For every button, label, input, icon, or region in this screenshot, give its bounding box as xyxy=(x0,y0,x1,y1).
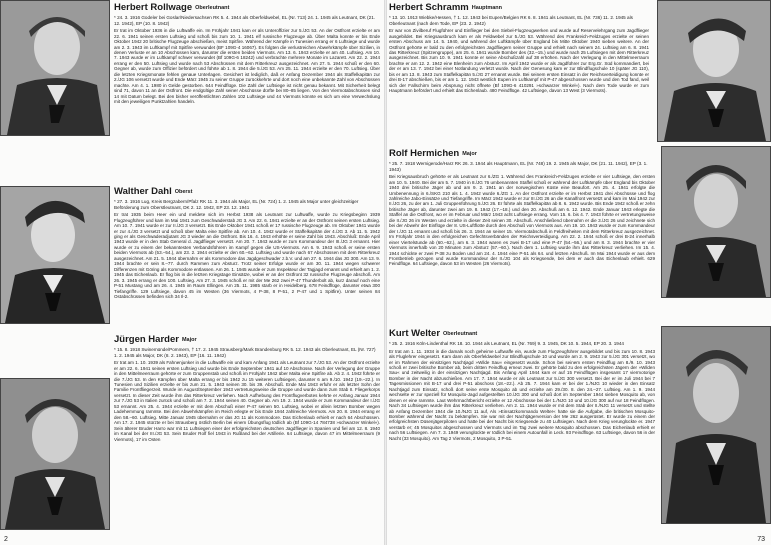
entry-harder xyxy=(114,332,380,536)
portrait-photo-hermichen xyxy=(661,146,771,298)
entry-meta: * 15. 8. 1918 Swinemünde/Pommern, † 17. 2. 1945 Strausberg/Mark Brandenburg RK 5. 12. 1943 als Oberleutnant, EL (Nr. 727) 1. 2. 1945 als Major, DK (8. 2. 1943), EP (16. 11. 1942) xyxy=(114,347,376,358)
entry-body: Er trat am 1. 10. 1939 als Fahnenjunker in die Luftwaffe ein und kam Anfang 1941 als Leutnant zur 7./JG 53. An der Ostfront erzielte er am 22. 6. 1941 seinen ersten Luftsieg und wurde bis Ende September 1941 auf 10 Abschüsse. Nach der Verlegung der Gruppe in den Mittelmeerraum gehörte er zum Gruppenstab und schoß im Frühjahr 1942 über Malta eine Spitfire ab. Ab 2. 4. 1942 führte er die 7./JG 53. In den Kämpfen über Malta errang er bis 1942 zu 15 weiteren Luftsiegen, darunter 6 am 9./10. 1942 (19.–22.). In Tunesien und Sizilien erzielte er bis zum 21. 5. 1943 seinen 30. bis 39. Abschuß. Ende Mai 1943 erfuhr er als letzter Sohn der Familie Frontfliegerzeit. Wurde im August/September 1943 vertretungsweise die Gruppe und wurde dann zum Stab II. Fliegerkorps versetzt. In dieser Zeit wurde ihm das Ritterkreuz verliehen. Nach Aufhebung des Frontflugverbotes kehrte er Anfang Januar 1944 zur 7./JG 53 in Italien zurück und schoß am 7. 2. 1944 seinen 40. Gegner ab. Am 19. 2. 1944 wurde er zum Kommandeur der I./JG 53 ernannt. Am 25. 4. 1944 erzielte er mit dem Abschuß einer P-47 seinen 50. Luftsieg, wobei er allein letzten Bomber wegen Ladehemmung rammte. Bei den Abwehrkämpfen im Reich erlegte er bis Ende 1944 zahlreiche Viermots. Am 20. 8. 1944 errang er den 58.–60. Luftsieg. Mitte Januar 1945 übernahm er das JG 11 als Kommodore. Das Eichenlaub erhielt er nach 64 Abschüssen. Am 17. 2. 1945 stürzte er bei Strausberg östlich Berlin bei einem Übungsflug tödlich ab (Bf 109G-14 784738 »schwarzer Winkel«). Sein älterer Bruder Harro war mit 11 Luftsiegen einer der erfolgreichsten deutschen Jagdflieger in Spanien und fiel am 12. 8. 1940 im Kanal bei der III./JG 53. Sein Bruder Rolf fiel 1943 in Rußland bei der Artillerie. 64 Luftsiege, davon 47 im Mittelmeerraum (9 Viermots), 17 im Osten xyxy=(114,360,380,442)
entry-schramm xyxy=(389,0,649,140)
person-name: Kurt Welter xyxy=(389,328,441,339)
person-name: Herbert Rollwage xyxy=(114,2,193,13)
entry-welter xyxy=(389,326,655,536)
portrait-photo-harder xyxy=(0,378,110,530)
entry-body: Er trat 1935 beim Heer ein und meldete sich im Herbst 1938 als Leutnant zur Luftwaffe, wurde zu Kriegsbeginn 1939 Flugzeugführer und kam im Mai 1941 zum Geschwaderstab JG 3. Am 22. 6. 1941 erzielte er an der Ostfront seinen ersten Luftsieg. Am 10. 7. 1941 wurde er zur II./JG 3 versetzt. Bis Ende Oktober 1941 schoß er 17 russische Flugzeuge ab. Im Oktober 1941 wurde er zur 4./JG 3 versetzt und schoß über Malta eine Spitfire ab. Am 10. 4. 1942 wurde er Staffelkapitän der 4./JG 3. Ab 11. 5. 1942 ging er als Geschwaderadjutant JG 3 wieder an die Ostfront. Bis 16. 4. 1943 erhöhte er seine Zahl bis 1943. Abschluß: Ende April 1943 wurde er in den Stab General d. Jagdflieger versetzt. Am 20. 7. 1943 wurde er zum Kommandeur der III./JG 3 ernannt. Hier wurde er zu einem der bekanntesten Verbandsführern im Kampf gegen die US-Viermots. Am 6. 9. 1943 schoß er seine ersten beiden Viermots ab (53.–54.), am 23. 2. 1944 erzielte er den 60.–62. Luftsieg und wurde nach 67 Abschüssen mit dem Ritterkreuz ausgezeichnet. Am 21. 5. 1944 übernahm er als Kommodore das Jagdgeschwader z.b.V. und am 27. 6. 1944 das JG 300. Am 13. 9. 1944 brachte er sein 8.–77. durch Rammen zum Absturz. Trotz seiner Erfolge wurde er am 30. 11. 1944 wegen schwerer Differenzen mit Göring als Kommodore entlassen. Am 26. 1. 1945 wurde er zum Inspekteur der Tagjagd ernannt und erhielt am 1. 2. 1945 das Eichenlaub. Er flog bis in die letzten Kriegstage Einsätze, wobei er an der Ostfront 32 russische Flugzeuge abschoß. Am 26. 3. 1945 errang er den 100. Luftsieg. Am 27. 3. 1945 schoß er mit der Me 262 zwei P-47 Thunderbolt ab, kurz darauf noch eine P-51 Mustang und am 26. 4. 1945 im Raum Ellingen. Am 25. 11. 1985 starb er in Heidelberg. 678 Feindflüge, darunter etwa 300 Tiefangriffe. 129 Luftsiege, davon 45 im Westen (36 Viermots, 4 P-38, 8 P-51, 2 P-47 und 1 Spitfire). Unter seinen 84 Ostabschüssen befinden sich 34 Il-2. xyxy=(114,212,380,299)
page-number: 73 xyxy=(757,536,765,543)
person-name: Herbert Schramm xyxy=(389,2,469,13)
entry-heading xyxy=(389,146,655,160)
entry-heading xyxy=(114,0,380,14)
portrait-photo-rollwage xyxy=(0,0,110,136)
entry-body: Er war von Zivilberuf Flugführer und Einflieger bei den Siebel-Flugzeugwerken und wurde auf Reservelehrgang zum Jagdflieger ausgebildet. Bei Kriegsausbruch kam er als Feldwebel zur 5./JG 53. Während des Frankreich-Feldzuges erzielte er seinen ersten Abschuss am 14. 5. 1940, und während der Luftkämpfe über England bis Mitte Oktober 1940 sieben weitere. An der Ostfront gehörte er bald zu den erfolgreichsten Jagdfliegern seiner Gruppe und erhielt nach seinem 24. Luftsieg am 6. 8. 1941 das Ritterkreuz (Spitzengruppe), am 25. 6. 1941 wurde Bomber des (32.–15.) und wurde nach 25 Luftsiegen mit dem Ritterkreuz ausgezeichnet. Bis zum 10. 9. 1941 konnte er seine Abschußzahl auf 38 erhöhen. Nach der Verlegung in den Mittelmeerraum brachte er am 12. 2. 1942 eine Blenheim zum Absturz. Im April 1942 wurde er als Jagdführer zur Erg.Gr. Süd kommandiert, bei der er am 13. 7. 1942 bei einer Notlandung verletzt wurde. Nach der Genesung kam er zur Blindflugschule 10 (später JG 110), bis er am 13. 8. 1943 zum Staffelkapitän 5./JG 27 ernannt wurde. Bei seinem ersten Einsatz in der Reichsverteidigung konnte er drei B-17 abschießen, bis er am 1. 12. 1943 westlich Eupen im Luftkampf mit P-47 abgeschossen wurde und den Tod fand, weil sich der Fallschirm beim Absprung nicht öffnete (Bf 109G-6 410291 »schwarzer Winkel«). Nach dem Tode wurde er zum Hauptmann befördert und erhielt das Eichenlaub. 480 Feindflüge. 42 Luftsiege, davon 13 West (3 Viermots). xyxy=(389,28,649,94)
entry-heading xyxy=(389,0,649,14)
entry-meta: * 25. 2. 1916 Köln-Lindenthal RK 18. 10. 1944 als Leutnant, EL (Nr. 769) 9. 3. 1945, DK 10. 5. 1944, EP 20. 3. 1944 xyxy=(389,341,624,346)
page-number: 2 xyxy=(4,536,8,543)
entry-body: Er trat am 1. 11. 1934 in die damals noch geheime Luftwaffe ein, wurde zum Flugzeugführer ausgebildet und bis zum 10. 8. 1943 als Fluglehrer eingesetzt. Kam dann als Oberfeldwebel zur Blindflugschule 10 und wurde am 2. 9. 1943 zur 5./JG 301 versetzt, wo er im Rahmen der einsitzigen Nachtjagd »Wilde Sau« eingesetzt wurde. Schon bei seinem ersten Feindflug am 8./9. 10. 1943 schoß er zwei britische Bomber ab, beim dritten Feindflug erneut zwei. Er gehörte bald zu den erfolgreichsten Jägern der »Wilden Sau« und zeitweilig in der einsitzigen Nachtjagd. Bis Anfang April 1944 kam er auf 15 Feindflügen insgesamt 17 viermotorige Bomber in der Nacht abzuschießen. Am 17. 7. 1944 wurde er als Leutnant zur 5./JG 300 versetzt. Bei der er im Juli 1944 bei 7 Tagesmissionen mit B-17 und drei P-51 abschoss (18.–22.). Ab 25. 7. 1944 kam er bei der 1./NJG 10 wieder in den Einsatz Nachtjagd zum Einsatz, schoß dort seine erste Mosquito ab und erzielte am 29./30. 8. den 24.–27. Luftsieg. Am 1. 9. 1944 wechselte er zur speziell für Mosquito-Jagd aufgestellten 10./JG 300 und schoß dort im September 1944 sieben Mosquito ab, von denen er eine rammte. Laut Wehrmachtbericht erzielte er 12 Abschüsse bei der 1./NJG 10 und 10./JG 300 auf nur 18 Feindflügen. Nach 34 Luftsiegen wurde ihm das Ritterkreuz verliehen. Am 2. 11. 1944 wurde er mit dem Stab der II./NJG 11 versetzt und stellte ab Anfang Dezember 1944 die 10./NJG 11 auf, Als »Einsatzkommando Welter« hatte sie die Aufgabe, die britischen Mosquito-Bomber während der Nacht zu bekämpfen. Sie war mit der Nachtjägerversion der Me 262 ausgerüstet. Er wurde zu einem der erfolgreichsten Düsenjägerpiloten und hatte bei der Nacht bis Kriegsende zu 40 Luftsiegen. Nach dem Krieg verunglückte er. 1947 verstarb er; 45 Mosquitos abgeschossen und Viermots und im Tag zwei weitere Mosquito abschossen. Das Eichenlaub erhielt er nach 56 Luftsiegen. Am 7. 3. 1949 verunglückte er tödlich bei einem Autounfall in Leck. 93 Feindflüge. 63 Luftsiege, davon 56 in der Nacht (33 Mosquito). Am Tag 2 Viermots, 2 Mosquito, 3 P-51. xyxy=(389,348,655,441)
entry-body: Bei Kriegsausbruch gehörte er als Leutnant zur 6./ZG 1. Während des Frankreich-Feldzuges erzielte er vier Luftsiege, den ersten am 10. 5. 1940. Bei der am 5. 7. 1940 in 8./JG 76 umbenannten Staffel schoß er während der Luftkämpfe über England bis Oktober 1940 drei britische Jäger ab und am 9. 2. 1941 an der norwegischen Küste eine Beaufort. Am 25. 4. 1941 erfolgte die Umbenennung in 6./SKG 210 als 1. 4. 1942 wurde 6./ZG 1. An der Ostfront erzielte er im Herbst 1941 drei Abschüsse und flog zahlreiche Jabo-Einsätze und Tiefangriffe. Im März 1942 wurde er zur III./JG 26 an die Kanalfront versetzt und kam im Mai 1942 zur II./JG 26, zu der am 1. Juli Gruppenführung 5./JG 26. Er führte als Staffelkapitän ab 8. 6. 1942 wurde. Bis Ende 1942 schoß er zehn britische Jäger ab, darunter zwei am 19. 8. 1942 (17.–18.) und den 20. Abschuß am 6. 12. 1942. Ende Januar 1943 erlegte die Staffel an die Ostfront, wo er im Februar und März 1943 acht Luftsiege errang. Vom 15. 6. bis 4. 7. 1943 führte er vertretungsweise die II./JG 26 im Westen und erzielte in dieser Zeit seinen 30. Abschuß. Anschließend übernahm er die 3./JG 26 und zeichnete sich bei der Abwehr der Einflüge der 8. US-Luftflotte durch den Abschuß von Viermots aus. Am 19. 10. 1943 wurde er zum Kommandeur der I./JG 11 ernannt und schoß bis 26. 3. 1944 an seiner 15. Viermotabschuß in Feldfreiheiten mit dem Ritterkreuz ausgezeichnet. Im Frühjahr 1944 in den erfolgreichen Gefechtsverbänden der Reichsverteidigung. Am 22. 2. 1944 schoß er drei B-24 innerhalb einer Viertelstunde ab (60.–62.), am 6. 3. 1944 waren es zwei B-17 und eine P-47 (54.–56.) und am 8. 3. 1944 brachte er vier Viermots innerhalb von 20 Minuten zum Absturz (57.–60.). Nach dem 1. Luftsieg wurde ihm das Ritterkreuz verliehen. Im 15. 4. 1944 schickte er zwei P-38 zu Boden und am 24. 4. 1944 eine P-51 als 64. und letzten Abschuß. Im Mai 1944 wurde er aus dem Frontbetrieb gezogen und wurde Kommandeur der II./JG 104 als Kriegsende, bei dem er auch das Eichenlaub erhielt. 629 Feindflüge. 64 Luftsiege, davon 53 im Westen (26 Viermots). xyxy=(389,174,655,267)
entry-meta: * 25. 7. 1918 Wernigerode/Harz RK 26. 3. 1944 als Hauptmann, EL (Nr. 748) 19. 2. 1945 als Major, DK (21. 11. 1942), EP (3. 1. 1943) xyxy=(389,161,648,172)
entry-rollwage xyxy=(114,0,380,182)
person-name: Jürgen Harder xyxy=(114,334,179,345)
person-name: Walther Dahl xyxy=(114,186,172,197)
person-rank: Major xyxy=(462,151,477,157)
person-rank: Oberst xyxy=(174,189,193,195)
person-rank: Oberleutnant xyxy=(195,5,230,11)
person-rank: Major xyxy=(181,337,197,343)
entry-body: Er trat im Oktober 1936 in die Luftwaffe ein. Im Frühjahr 1941 kam er als Unteroffizier zur 5./JG 53. An der Ostfront erzielte er am 22. 6. 1941 seinen ersten Luftsieg und schoß bis zum 10. 1. 1941 elf russische Flugzeuge ab. Über Malta konnte er bis Ende Oktober 1942 20 britische Flugzeuge abschießen, meist Spitfire. Während der Kämpfe in Tunesien errang er 6 Luftsiege und wurde am 2. 3. 1943 im Luftkampf mit Spitfire verwundet (BF 109G-4 16067). Es folgten die verlustreichen Abwehrkämpfe über Sizilien, in denen Verluste er an 10 Abschüssen kam, darunter die ersten beiden Viermots. Am 13. 6. 1943 erzielte er am 40. Luftsieg. Am 10. 7. 1943 wurde er im Luftkampf schwer verwundet (Bf 109G-6 18242) und verbrachte mehrere Monate im Lazarett. Am 22. 2. 1944 errang er den 50. Luftsieg und wurde nach 53 Abschüssen mit dem Ritterkreuz ausgezeichnet. Am 27. 5. 1944 schoß er den 60. Gegner ab, wurde zum Offizier befördert und führte ab 1. 8. 1944 die 5./JG 53. Am 25. 11. 1944 erzielte er den 70. Luftsieg. Über die letzten Kriegsmonate fehlen genaue Unterlagen. Gesichert ist lediglich, daß er Anfang Dezember 1944 als Staffelkapitän zur 2./JG 106 versetzt wurde und Ende März 1945 zu seiner Gruppe zurückkehrte und dort noch eine unbekannte Zahl von Abschüssen machte. Am 4. 1. 1980 in Gelde gestorben. 644 Feindflüge. Die Zahl der Luftsiege ist nicht genau bekannt. Mit Sicherheit belegt sind 71, davon 11 an der Ostfront. Die endgültige Zahl seiner Abschüsse dürfte bei 80–85 liegen. Von den Viermotabschüssen sind 14 mit Datum belegt. Bei den bisher veröffentlichten Zahlen 102 Luftsiege und 44 Viermots könnte es sich um eine Verwechslung mit den jeweiligen Punktzahlen handeln. xyxy=(114,28,380,105)
left-page xyxy=(0,0,384,545)
entry-hermichen xyxy=(389,146,655,322)
portrait-photo-dahl xyxy=(0,186,110,324)
entry-heading xyxy=(114,332,380,346)
person-name: Rolf Hermichen xyxy=(389,148,460,159)
entry-dahl xyxy=(114,184,380,332)
entry-meta: * 27. 3. 1916 Lug, Kreis Bergzabern/Pfalz RK 11. 3. 1944 als Major, EL (Nr. 724) 1. 2. 1945 als Major unter gleichzeitiger Beförderung zum Oberstleutnant, DK 2. 12. 1942, EP 23. 12. 1941 xyxy=(114,199,359,210)
entry-meta: * 24. 3. 1916 Godeler bei Goslar/Niedersachsen RK 5. 4. 1944 als Oberfeldwebel, EL (Nr. 713) 24. 1. 1945 als Leutnant, DK (21. 12. 1942), EP (10. 8. 1942) xyxy=(114,15,376,26)
portrait-photo-schramm xyxy=(657,0,771,142)
person-rank: Oberleutnant xyxy=(443,331,478,337)
entry-meta: * 13. 10. 1913 Wiebke/Hessen, † 1. 12. 1943 bei Eupen/Belgien RK 6. 8. 1941 als Leutnant, EL (Nr. 736) 11. 2. 1945 als Oberleutnant (nach dem Tode, EP (23. 2. 1942) xyxy=(389,15,633,26)
right-page xyxy=(387,0,771,545)
entry-heading xyxy=(114,184,380,198)
portrait-photo-welter xyxy=(661,326,771,524)
person-rank: Hauptmann xyxy=(471,5,502,11)
entry-heading xyxy=(389,326,655,340)
